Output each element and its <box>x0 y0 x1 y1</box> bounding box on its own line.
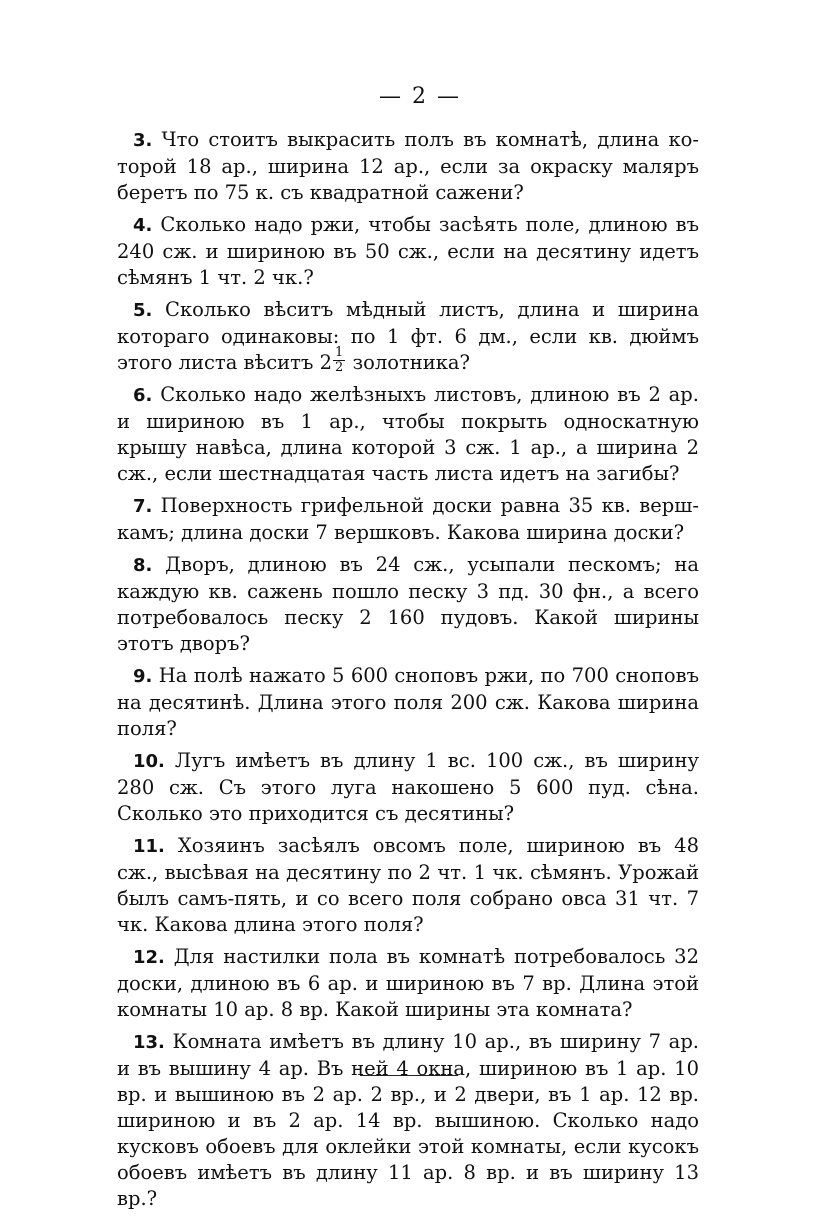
problem-5 <box>117 297 699 376</box>
problem-11 <box>117 833 699 938</box>
problem-7 <box>117 493 699 546</box>
end-divider <box>360 1075 458 1076</box>
problem-text: Комната имѣетъ въ длину 10 ар., въ ширину 7 ар. и въ вышину 4 ар. Въ ней 4 окна, шириною въ 1 ар. 10 вр. и вышиною въ 2 ар. 2 вр., и 2 двери, въ 1 ар. 12 вр. шириною и въ 2 ар. 14 вр. вышиною. Сколько надо кусковъ обоевъ для оклейки этой комнаты, если кусокъ обоевъ имѣетъ въ длину 11 ар. 8 вр. и въ ширину 13 вр.? <box>117 1030 699 1210</box>
problem-number: 3. <box>133 130 153 151</box>
problem-text-end: золотника? <box>346 351 471 374</box>
problem-number: 4. <box>133 215 153 236</box>
problem-13 <box>117 1029 699 1212</box>
problem-6 <box>117 382 699 487</box>
problem-text: Лугъ имѣетъ въ длину 1 вс. 100 сж., въ ширину 280 сж. Съ этого луга накошено 5 600 пуд. сѣна. Сколько это приходится съ десятины? <box>117 749 699 825</box>
problem-text: Поверхность грифельной доски равна 35 кв. вершкамъ; длина доски 7 вершковъ. Какова ширина доски? <box>117 494 699 544</box>
problem-4 <box>117 212 699 291</box>
problem-text: Что стоитъ выкрасить полъ въ комнатѣ, длина которой 18 ар., ширина 12 ар., если за окраску маляръ беретъ по 75 к. съ квадратной сажени? <box>117 128 699 204</box>
problem-9 <box>117 663 699 742</box>
page-number: — 2 — <box>379 84 461 109</box>
problem-number: 6. <box>133 385 153 406</box>
problem-text: Хозяинъ засѣялъ овсомъ поле, шириною въ 48 сж., высѣвая на десятину по 2 чт. 1 чк. сѣмянъ. Урожай былъ самъ-пять, и со всего поля собрано овса 31 чт. 7 чк. Какова длина этого поля? <box>117 834 699 936</box>
problem-number: 11. <box>133 836 165 857</box>
problem-10 <box>117 748 699 827</box>
problem-text: Сколько надо желѣзныхъ листовъ, длиною въ 2 ар. и шириною въ 1 ар., чтобы покрыть односкатную крышу навѣса, длина которой 3 сж. 1 ар., а ширина 2 сж., если шестнадцатая часть листа идетъ на загибы? <box>117 383 699 485</box>
problem-number: 8. <box>133 555 153 576</box>
problem-12 <box>117 944 699 1023</box>
problem-number: 13. <box>133 1032 165 1053</box>
problem-text: На полѣ нажато 5 600 сноповъ ржи, по 700 сноповъ на десятинѣ. Длина этого поля 200 сж. Какова ширина поля? <box>117 664 699 740</box>
problem-number: 7. <box>133 496 153 517</box>
fraction <box>333 346 345 375</box>
problem-list <box>117 127 699 1218</box>
problem-number: 10. <box>133 751 165 772</box>
fraction-numerator: 1 <box>334 345 344 360</box>
problem-3 <box>117 127 699 206</box>
problem-text: Сколько надо ржи, чтобы засѣять поле, длиною въ 240 сж. и шириною въ 50 сж., если на десятину идетъ сѣмянъ 1 чт. 2 чк.? <box>117 213 699 289</box>
problem-8 <box>117 552 699 657</box>
problem-number: 9. <box>133 666 153 687</box>
problem-number: 5. <box>133 300 153 321</box>
fraction-denominator: 2 <box>334 360 344 375</box>
problem-text: Сколько вѣситъ мѣдный листъ, длина и ширина котораго одинаковы: по 1 фт. 6 дм., если кв. дюймъ этого листа вѣситъ 2 <box>117 298 699 374</box>
problem-number: 12. <box>133 947 165 968</box>
problem-text: Дворъ, длиною въ 24 сж., усыпали пескомъ; на каждую кв. сажень пошло песку 3 пд. 30 фн., а всего потребовалось песку 2 160 пудовъ. Какой ширины этотъ дворъ? <box>117 553 699 655</box>
problem-text: Для настилки пола въ комнатѣ потребовалось 32 доски, длиною въ 6 ар. и шириною въ 7 вр. Длина этой комнаты 10 ар. 8 вр. Какой ширины эта комната? <box>117 945 699 1021</box>
